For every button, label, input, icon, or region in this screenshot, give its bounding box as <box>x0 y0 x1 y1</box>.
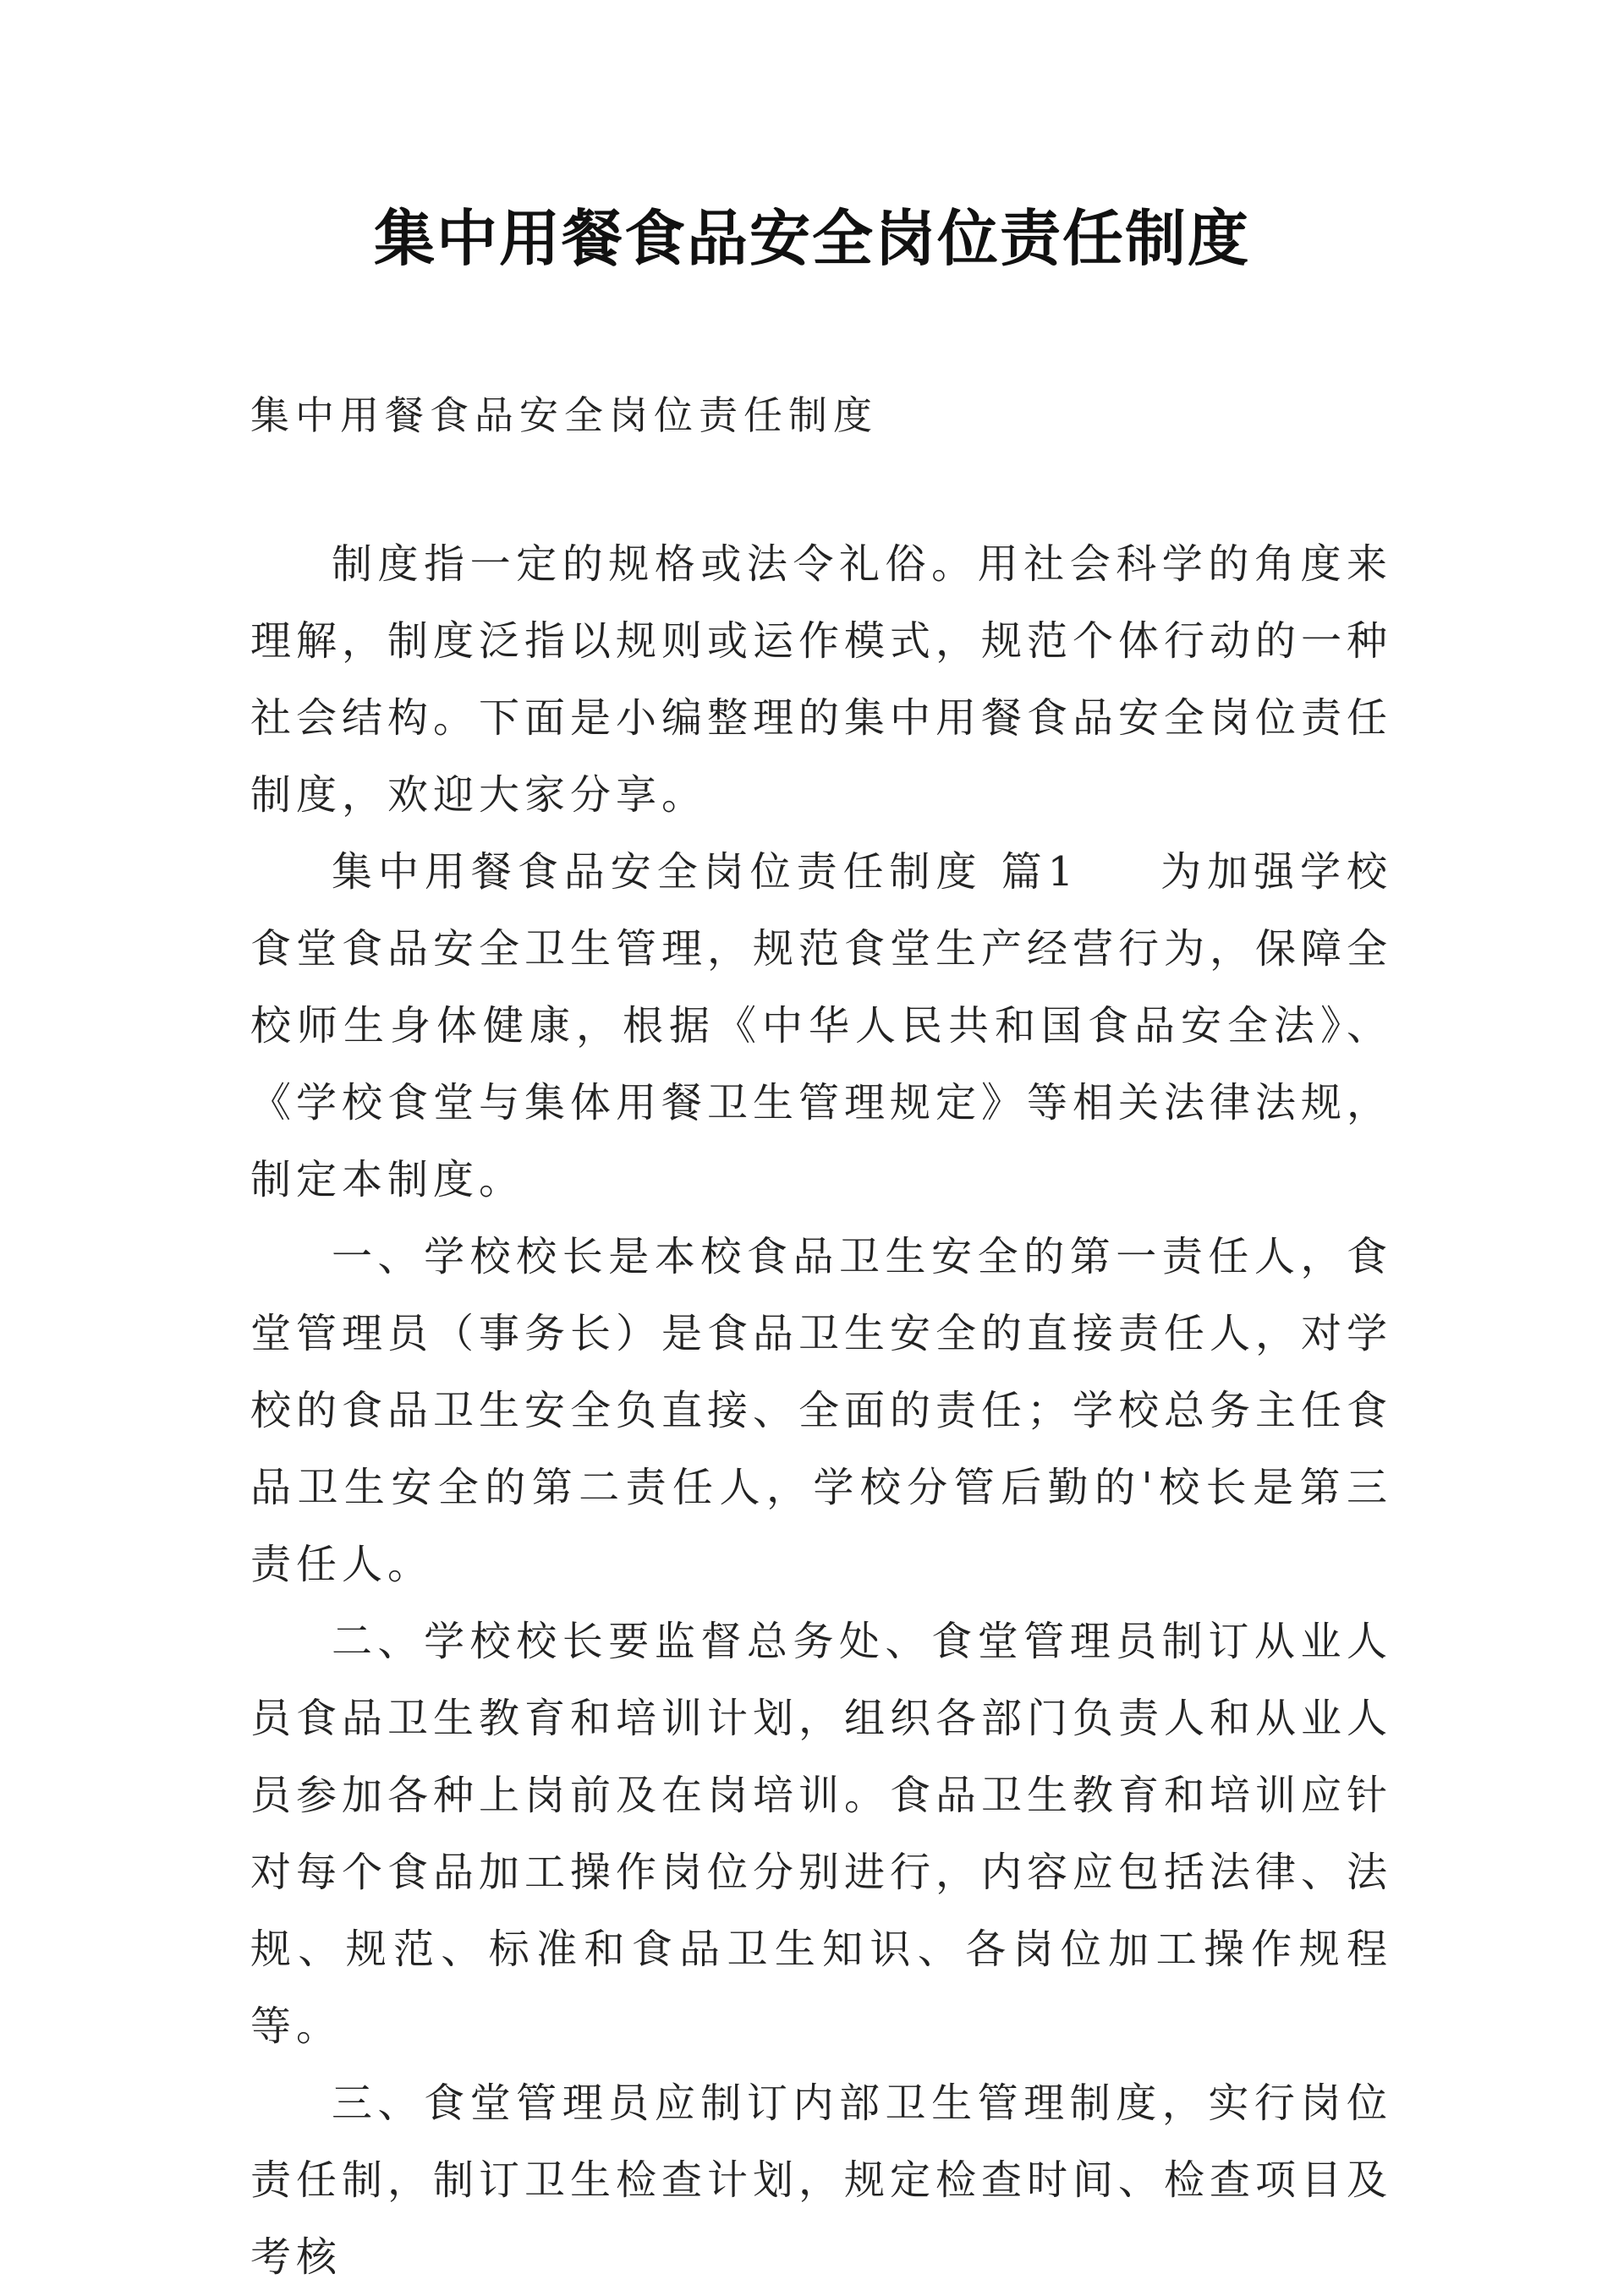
document-title: 集中用餐食品安全岗位责任制度 <box>373 203 1250 274</box>
paragraph-item-2: 二、学校校长要监督总务处、食堂管理员制订从业人员食品卫生教育和培训计划，组织各部门负责人和从业人员参加各种上岗前及在岗培训。食品卫生教育和培训应针对每个食品加工操作岗位分别进行，内容应包括法律、法规、规范、标准和食品卫生知识、各岗位加工操作规程等。 <box>250 1618 1393 2050</box>
paragraph-intro: 制度指一定的规格或法令礼俗。用社会科学的角度来理解，制度泛指以规则或运作模式，规范个体行动的一种社会结构。下面是小编整理的集中用餐食品安全岗位责任制度，欢迎大家分享。 <box>250 540 1393 819</box>
section-1-text: 为加强学校食堂食品安全卫生管理，规范食堂生产经营行为，保障全校师生身体健康，根据《中华人民共和国食品安全法》、《学校食堂与集体用餐卫生管理规定》等相关法律法规，制定本制度。 <box>250 848 1393 1203</box>
section-heading: 集中用餐食品安全岗位责任制度 篇1 <box>332 848 1079 896</box>
document-body <box>250 526 1392 2296</box>
paragraph-item-3: 三、食堂管理员应制订内部卫生管理制度，实行岗位责任制，制订卫生检查计划，规定检查时间、检查项目及考核 <box>250 2080 1393 2281</box>
paragraph-section-1 <box>250 834 1392 1219</box>
document-subtitle: 集中用餐食品安全岗位责任制度 <box>250 392 878 438</box>
paragraph-item-1: 一、学校校长是本校食品卫生安全的第一责任人，食堂管理员（事务长）是食品卫生安全的直接责任人，对学校的食品卫生安全负直接、全面的责任；学校总务主任食品卫生安全的第二责任人，学校分管后勤的'校长是第三责任人。 <box>250 1233 1393 1588</box>
